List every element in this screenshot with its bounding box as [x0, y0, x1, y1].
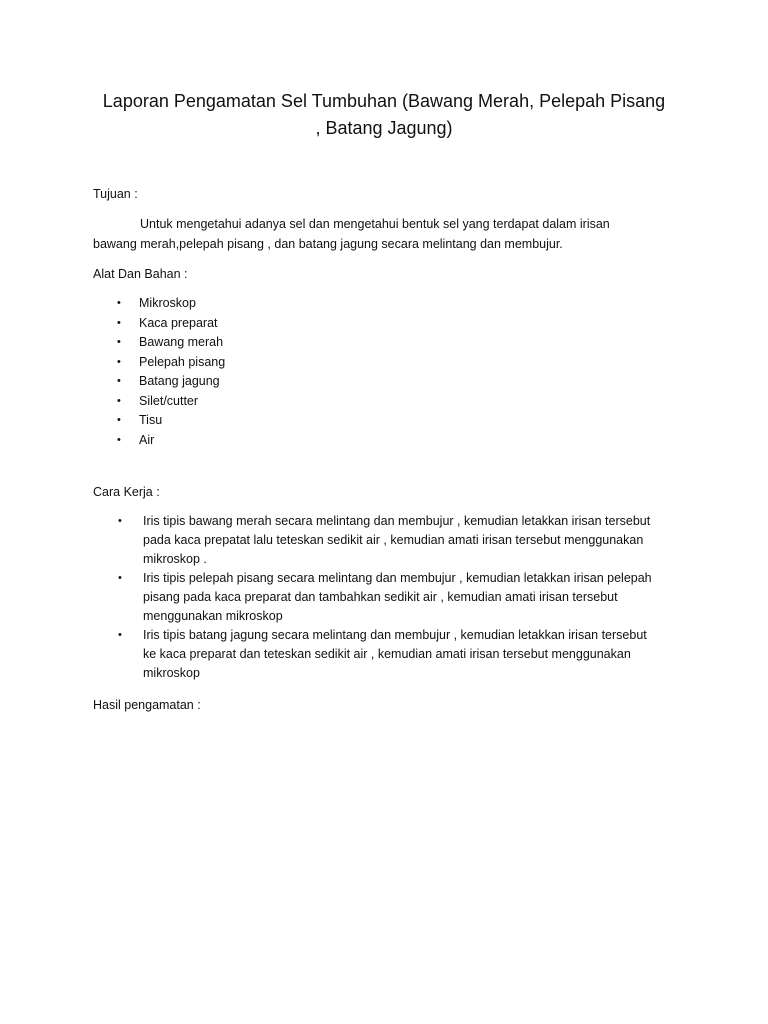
page-title — [80, 88, 688, 142]
bullet-icon: • — [117, 336, 121, 348]
list-item-text: Air — [139, 432, 155, 447]
list-item — [93, 626, 683, 683]
bullet-icon: • — [118, 515, 122, 527]
list-item — [93, 372, 225, 392]
list-item — [93, 333, 225, 353]
title-line-1: Laporan Pengamatan Sel Tumbuhan (Bawang Merah, Pelepah Pisang — [102, 91, 666, 111]
list-item-line: menggunakan mikroskop — [143, 609, 283, 623]
list-item — [93, 569, 683, 626]
tujuan-line-1: Untuk mengetahui adanya sel dan mengetahui bentuk sel yang terdapat dalam irisan — [140, 217, 610, 231]
list-item-text: Tisu — [139, 413, 163, 427]
bullet-icon: • — [118, 629, 122, 641]
cara-kerja-list — [93, 512, 683, 683]
list-item-line: mikroskop . — [143, 552, 207, 566]
list-item-text: Mikroskop — [139, 296, 196, 310]
list-item-line: ke kaca preparat dan teteskan sedikit air , kemudian amati irisan tersebut menggunakan — [143, 647, 631, 661]
tujuan-label: Tujuan : — [93, 187, 138, 201]
alat-bahan-label: Alat Dan Bahan : — [93, 267, 188, 281]
bullet-icon: • — [118, 572, 122, 584]
list-item — [93, 411, 225, 431]
list-item-line: Iris tipis pelepah pisang secara melintang dan membujur , kemudian letakkan irisan pelepah — [143, 571, 652, 585]
list-item — [93, 294, 225, 314]
tujuan-line-2: bawang merah,pelepah pisang , dan batang jagung secara melintang dan membujur. — [93, 237, 563, 251]
list-item-line: pada kaca prepatat lalu teteskan sedikit air , kemudian amati irisan tersebut menggunakan — [143, 533, 644, 547]
list-item — [93, 353, 225, 373]
list-item-text: Pelepah pisang — [139, 354, 226, 369]
list-item-line: Iris tipis batang jagung secara melintang dan membujur , kemudian letakkan irisan tersebut — [143, 628, 647, 642]
bullet-icon: • — [117, 297, 121, 309]
bullet-icon: • — [117, 414, 121, 426]
bullet-icon: • — [117, 394, 121, 407]
list-item-line: pisang pada kaca preparat dan tambahkan sedikit air , kemudian amati irisan tersebut — [143, 590, 618, 604]
cara-kerja-label: Cara Kerja : — [93, 485, 160, 499]
bullet-icon: • — [117, 375, 121, 387]
hasil-pengamatan-label: Hasil pengamatan : — [93, 698, 201, 712]
list-item-text: Kaca preparat — [139, 315, 218, 330]
alat-bahan-list — [93, 294, 225, 450]
bullet-icon: • — [117, 433, 121, 446]
list-item-text: Batang jagung — [139, 374, 220, 388]
list-item-text: Silet/cutter — [139, 393, 199, 408]
list-item-line: mikroskop — [143, 666, 200, 680]
list-item-line: Iris tipis bawang merah secara melintang dan membujur , kemudian letakkan irisan tersebut — [143, 514, 651, 528]
tujuan-paragraph — [93, 214, 653, 254]
bullet-icon: • — [117, 355, 121, 368]
title-line-2: , Batang Jagung) — [315, 118, 453, 138]
list-item-text: Bawang merah — [139, 335, 224, 349]
list-item — [93, 512, 683, 569]
list-item — [93, 431, 225, 451]
bullet-icon: • — [117, 316, 121, 329]
list-item — [93, 392, 225, 412]
list-item — [93, 314, 225, 334]
